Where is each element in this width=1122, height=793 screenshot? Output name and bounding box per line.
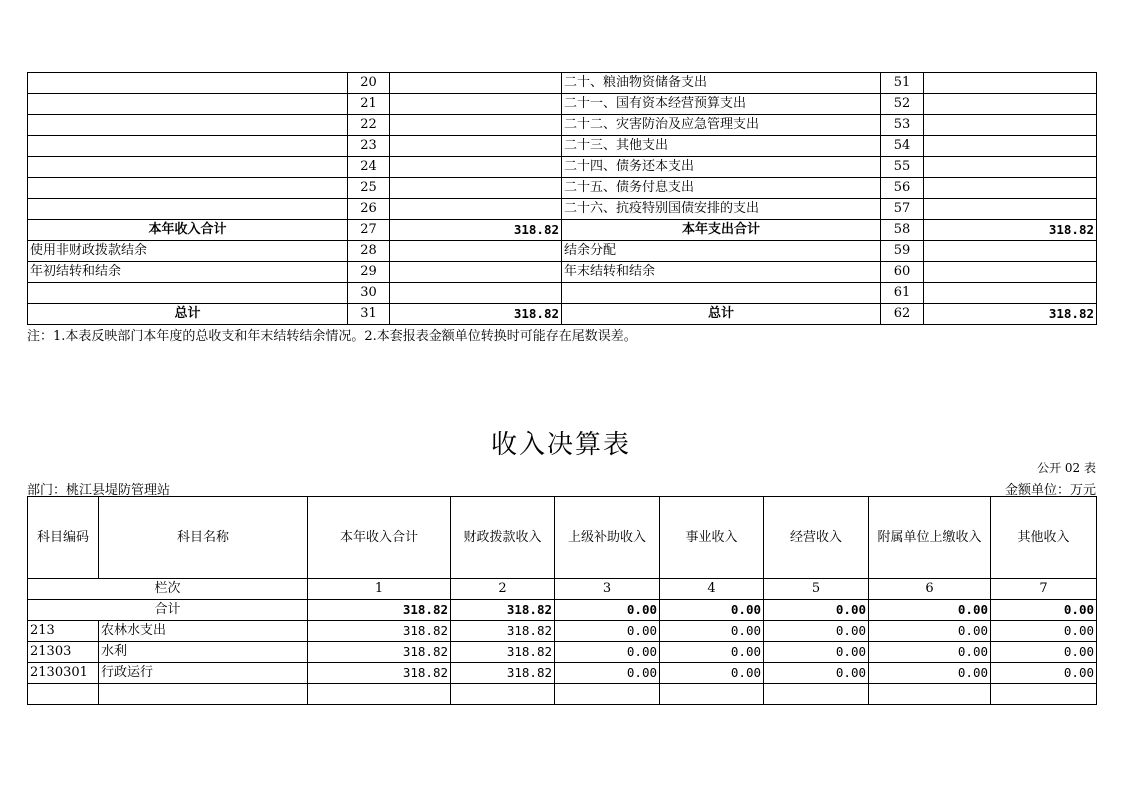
amount-cell: 0.00 [555,642,660,663]
header-cell: 科目编码 [28,497,99,579]
column-number-cell: 5 [764,579,869,600]
empty-cell [991,684,1097,705]
header-cell: 事业收入 [660,497,764,579]
total-value-cell: 0.00 [991,600,1097,621]
expenditure-amount [924,262,1097,283]
income-item-label [28,199,348,220]
income-amount [390,115,562,136]
income-item-label: 本年收入合计 [28,220,348,241]
empty-cell [308,684,451,705]
header-cell: 本年收入合计 [308,497,451,579]
summary-row [28,304,1097,325]
summary-row [28,94,1097,115]
income-item-label [28,283,348,304]
total-label-cell: 合计 [28,600,308,621]
expenditure-item-label: 二十二、灾害防治及应急管理支出 [562,115,881,136]
department-label: 部门：桃江县堤防管理站 [27,483,171,498]
expenditure-amount [924,199,1097,220]
expenditure-amount [924,283,1097,304]
column-number-cell: 1 [308,579,451,600]
summary-row [28,73,1097,94]
income-amount [390,94,562,115]
empty-cell [869,684,991,705]
amount-cell: 0.00 [555,621,660,642]
amount-cell: 318.82 [451,663,555,684]
column-number-cell: 4 [660,579,764,600]
subject-name-cell: 农林水支出 [99,621,308,642]
subject-code-cell: 2130301 [28,663,99,684]
income-item-label [28,73,348,94]
expenditure-item-label: 本年支出合计 [562,220,881,241]
income-final-accounts-table [27,496,1097,705]
empty-cell [555,684,660,705]
income-amount: 318.82 [390,220,562,241]
expenditure-line-number: 61 [881,283,924,304]
expenditure-amount [924,178,1097,199]
income-item-label [28,115,348,136]
income-amount [390,178,562,199]
expenditure-line-number: 62 [881,304,924,325]
expenditure-amount [924,94,1097,115]
expenditure-line-number: 60 [881,262,924,283]
expenditure-amount: 318.82 [924,304,1097,325]
summary-row [28,220,1097,241]
expenditure-line-number: 52 [881,94,924,115]
amount-cell: 0.00 [991,642,1097,663]
expenditure-amount [924,136,1097,157]
income-line-number: 24 [348,157,390,178]
income-amount [390,136,562,157]
header-cell: 科目名称 [99,497,308,579]
income-line-number: 20 [348,73,390,94]
income-amount [390,157,562,178]
expenditure-line-number: 57 [881,199,924,220]
amount-unit-label: 金额单位：万元 [1004,483,1096,498]
summary-row [28,262,1097,283]
expenditure-line-number: 56 [881,178,924,199]
amount-cell: 318.82 [451,621,555,642]
income-line-number: 25 [348,178,390,199]
summary-row [28,199,1097,220]
expenditure-item-label: 二十、粮油物资储备支出 [562,73,881,94]
amount-cell: 0.00 [660,642,764,663]
expenditure-line-number: 59 [881,241,924,262]
income-amount [390,283,562,304]
expenditure-amount [924,241,1097,262]
total-value-cell: 0.00 [764,600,869,621]
header-row [28,497,1097,579]
subject-code-cell: 21303 [28,642,99,663]
income-amount [390,262,562,283]
expenditure-item-label: 二十三、其他支出 [562,136,881,157]
amount-cell: 0.00 [764,663,869,684]
summary-row [28,136,1097,157]
header-cell: 附属单位上缴收入 [869,497,991,579]
column-number-cell: 3 [555,579,660,600]
total-value-cell: 0.00 [869,600,991,621]
header-cell: 其他收入 [991,497,1097,579]
expenditure-amount [924,157,1097,178]
empty-cell [99,684,308,705]
income-expenditure-summary-table [27,72,1097,325]
income-item-label [28,157,348,178]
income-line-number: 22 [348,115,390,136]
amount-cell: 0.00 [869,663,991,684]
income-line-number: 30 [348,283,390,304]
total-value-cell: 318.82 [451,600,555,621]
empty-cell [660,684,764,705]
total-value-cell: 318.82 [308,600,451,621]
income-line-number: 23 [348,136,390,157]
column-label-cell: 栏次 [28,579,308,600]
amount-cell: 318.82 [308,663,451,684]
expenditure-item-label: 二十五、债务付息支出 [562,178,881,199]
expenditure-item-label: 二十六、抗疫特别国债安排的支出 [562,199,881,220]
header-cell: 上级补助收入 [555,497,660,579]
subject-name-cell: 行政运行 [99,663,308,684]
total-value-cell: 0.00 [555,600,660,621]
amount-cell: 0.00 [991,621,1097,642]
summary-row [28,283,1097,304]
amount-cell: 0.00 [991,663,1097,684]
income-line-number: 31 [348,304,390,325]
expenditure-line-number: 54 [881,136,924,157]
summary-row [28,178,1097,199]
income-item-label: 使用非财政拨款结余 [28,241,348,262]
amount-cell: 0.00 [555,663,660,684]
amount-cell: 318.82 [451,642,555,663]
income-amount: 318.82 [390,304,562,325]
income-item-label [28,178,348,199]
income-amount [390,241,562,262]
empty-cell [28,684,99,705]
expenditure-line-number: 51 [881,73,924,94]
table-note: 注：1.本表反映部门本年度的总收支和年末结转结余情况。2.本套报表金额单位转换时可能存在尾数误差。 [27,329,637,344]
empty-cell [764,684,869,705]
table-row [28,621,1097,642]
amount-cell: 0.00 [869,642,991,663]
expenditure-item-label: 总计 [562,304,881,325]
expenditure-item-label [562,283,881,304]
summary-row [28,115,1097,136]
expenditure-item-label: 年末结转和结余 [562,262,881,283]
amount-cell: 0.00 [660,621,764,642]
total-row [28,600,1097,621]
table-row [28,642,1097,663]
expenditure-item-label: 二十四、债务还本支出 [562,157,881,178]
expenditure-amount: 318.82 [924,220,1097,241]
subject-name-cell: 水利 [99,642,308,663]
expenditure-line-number: 55 [881,157,924,178]
income-amount [390,199,562,220]
empty-cell [451,684,555,705]
header-cell: 经营收入 [764,497,869,579]
table-row [28,663,1097,684]
column-number-cell: 7 [991,579,1097,600]
summary-row [28,157,1097,178]
expenditure-amount [924,73,1097,94]
amount-cell: 318.82 [308,642,451,663]
expenditure-line-number: 58 [881,220,924,241]
summary-row [28,241,1097,262]
amount-cell: 318.82 [308,621,451,642]
income-item-label: 总计 [28,304,348,325]
form-number: 公开 02 表 [1037,461,1096,475]
expenditure-line-number: 53 [881,115,924,136]
header-cell: 财政拨款收入 [451,497,555,579]
expenditure-item-label: 二十一、国有资本经营预算支出 [562,94,881,115]
income-line-number: 28 [348,241,390,262]
page-title: 收入决算表 [490,430,631,460]
amount-cell: 0.00 [660,663,764,684]
column-number-row [28,579,1097,600]
income-amount [390,73,562,94]
income-line-number: 27 [348,220,390,241]
subject-code-cell: 213 [28,621,99,642]
empty-row [28,684,1097,705]
income-item-label [28,136,348,157]
income-line-number: 29 [348,262,390,283]
column-number-cell: 2 [451,579,555,600]
income-item-label: 年初结转和结余 [28,262,348,283]
amount-cell: 0.00 [764,621,869,642]
income-line-number: 26 [348,199,390,220]
income-item-label [28,94,348,115]
amount-cell: 0.00 [869,621,991,642]
total-value-cell: 0.00 [660,600,764,621]
income-line-number: 21 [348,94,390,115]
column-number-cell: 6 [869,579,991,600]
amount-cell: 0.00 [764,642,869,663]
expenditure-amount [924,115,1097,136]
expenditure-item-label: 结余分配 [562,241,881,262]
